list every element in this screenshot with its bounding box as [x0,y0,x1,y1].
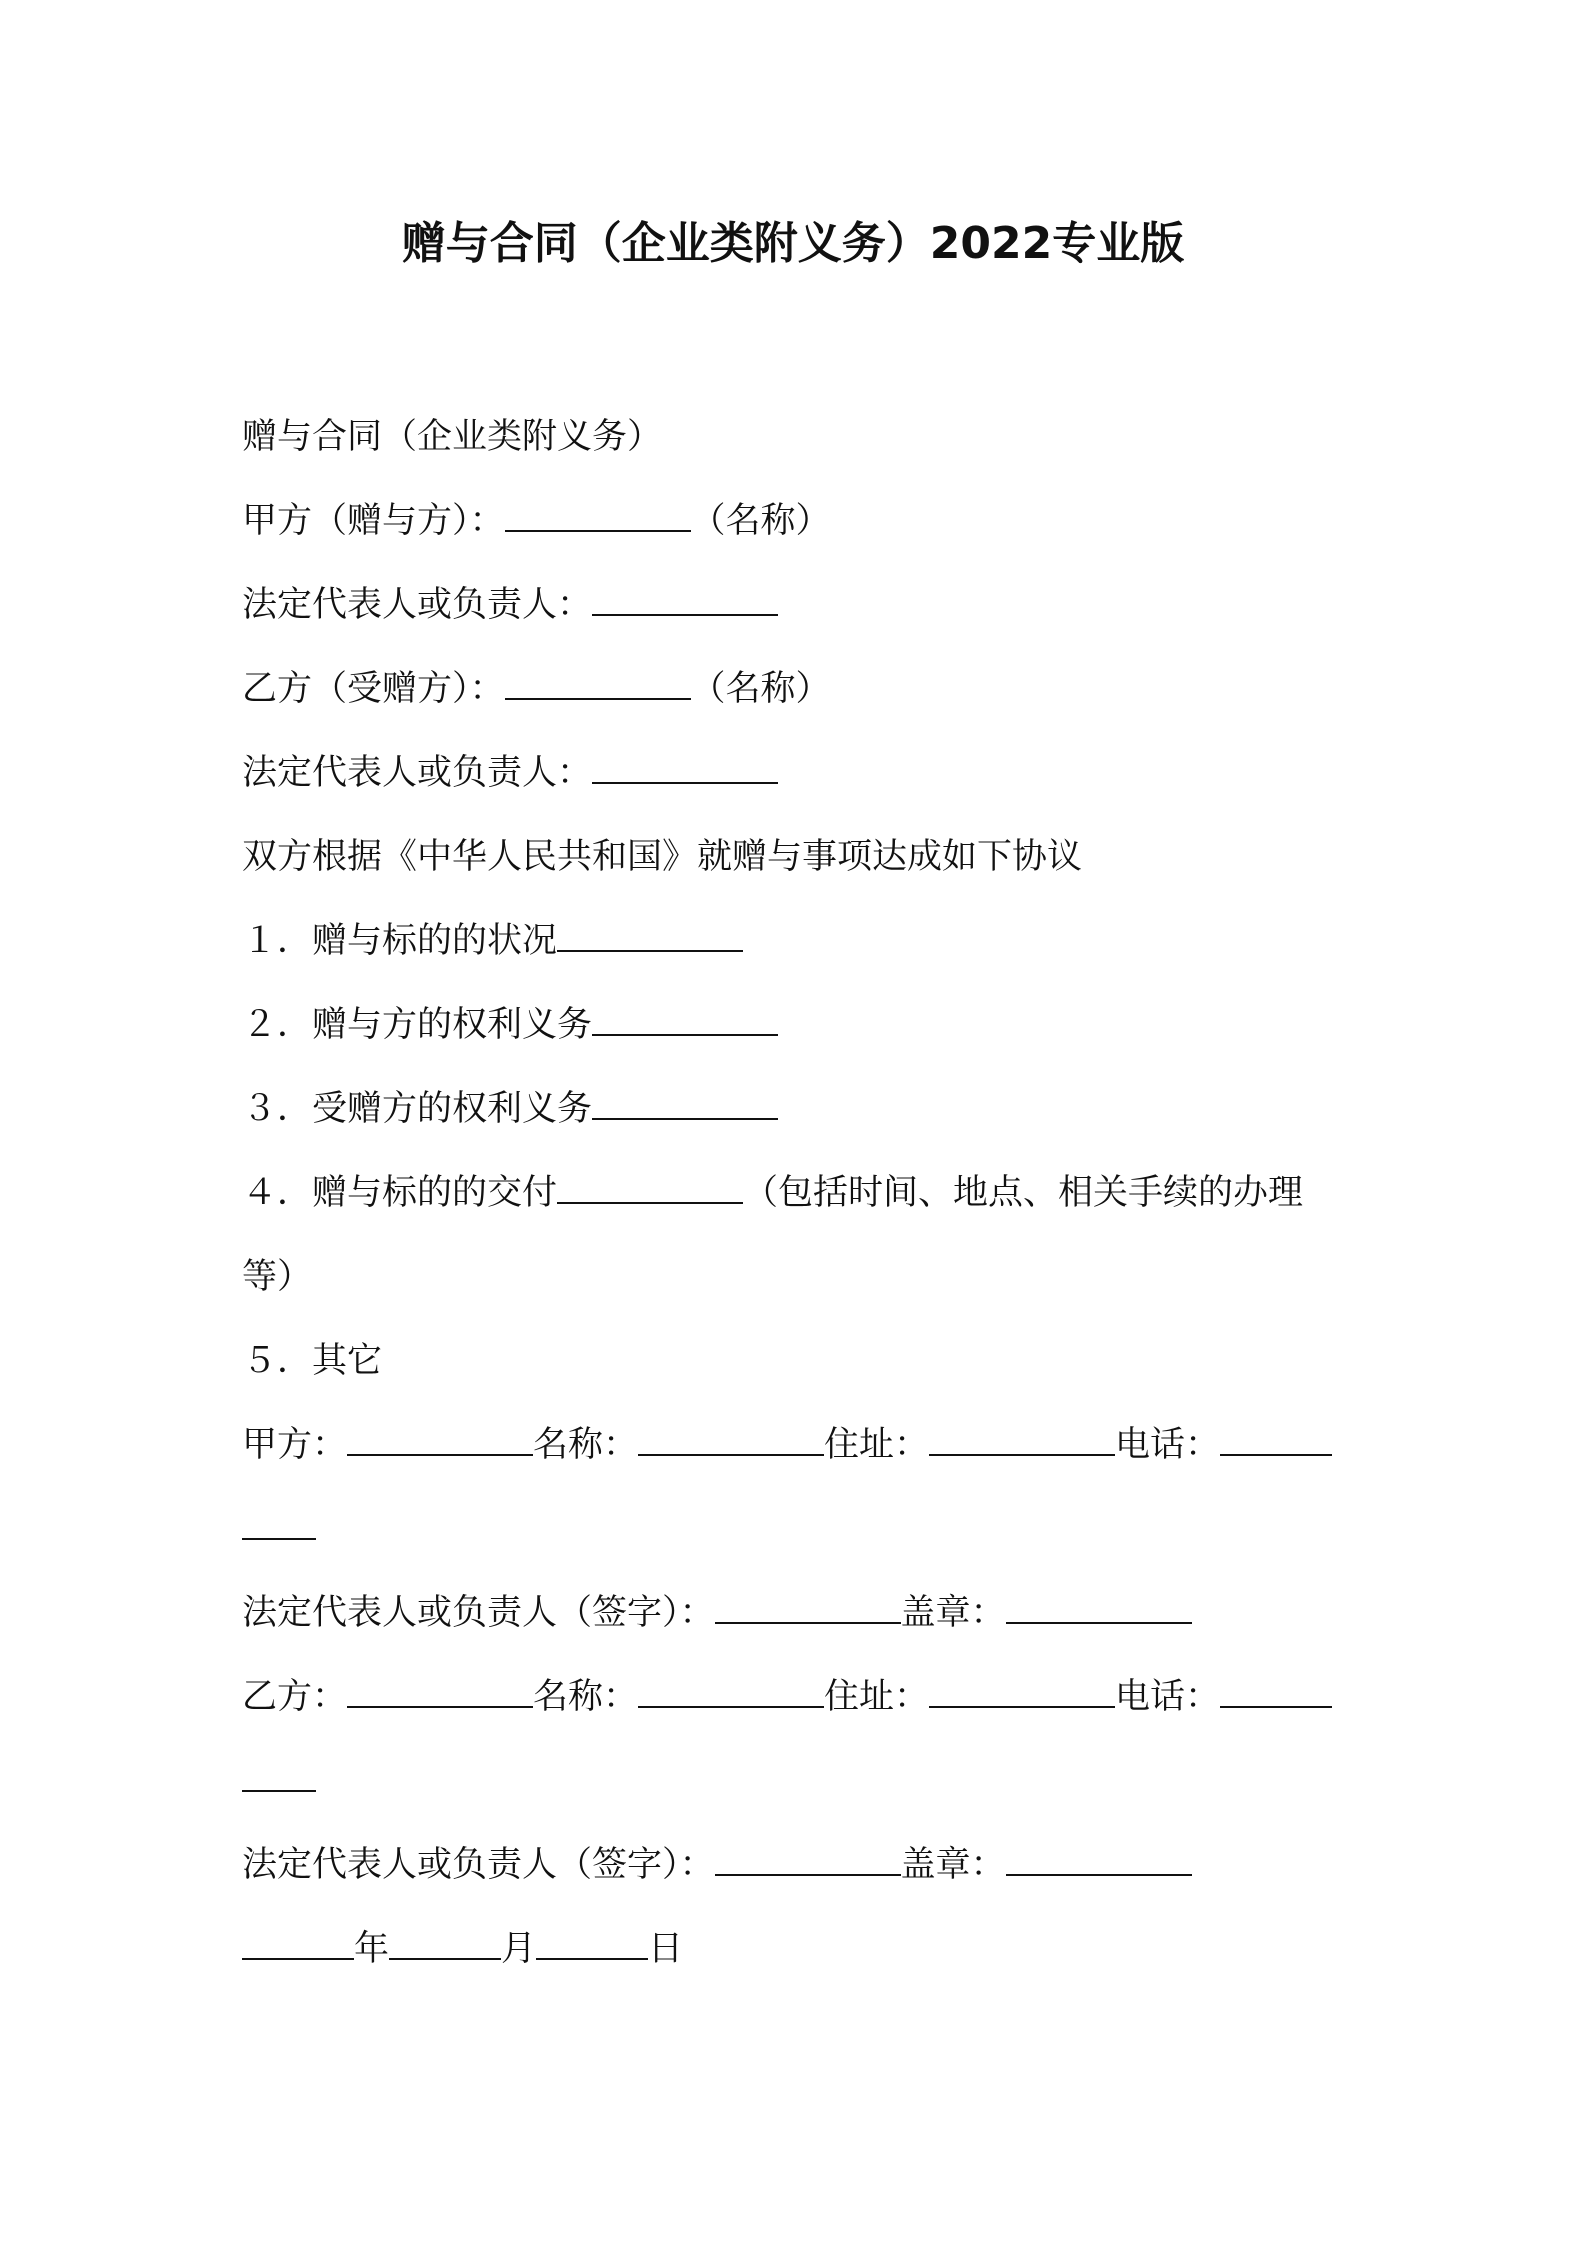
party-b-label: 乙方（受赠方）： [242,669,505,709]
sign-a-rep-label: 法定代表人或负责人（签字）： [242,1593,715,1633]
party-a-blank [505,496,691,532]
date-year-label: 年 [354,1929,390,1969]
clause-3 [242,1084,778,1134]
sign-b-seal-label: 盖章： [900,1845,1006,1885]
clause-4 [242,1168,1303,1218]
sign-b-party-label: 乙方： [242,1677,348,1717]
party-a-rep-line [242,580,778,630]
date-year-blank [242,1924,354,1960]
sign-a-phone-blank [1220,1420,1332,1456]
document-title: 赠与合同（企业类附义务）2022专业版 [401,218,1185,269]
party-b-line [242,664,831,714]
document-subtitle: 赠与合同（企业类附义务） [242,417,663,457]
sign-a-rep-line [242,1588,1192,1638]
sign-b-phone-blank-continued [242,1756,316,1792]
sign-a-phone-label: 电话： [1115,1425,1221,1465]
sign-a-seal-label: 盖章： [900,1593,1006,1633]
party-a-label: 甲方（赠与方）： [242,501,505,541]
sign-a-line [242,1420,1332,1470]
sign-b-seal-blank [1006,1840,1192,1876]
clause-1 [242,916,743,966]
sign-a-rep-blank [715,1588,901,1624]
sign-a-party-blank [347,1420,533,1456]
date-day-blank [536,1924,648,1960]
party-b-blank [505,664,691,700]
date-month-blank [389,1924,501,1960]
clause-2-blank [592,1000,778,1036]
party-a-rep-label: 法定代表人或负责人： [242,585,593,625]
sign-b-address-label: 住址： [824,1677,930,1717]
clause-4-blank [557,1168,743,1204]
sign-b-phone-blank [1220,1672,1332,1708]
sign-a-address-label: 住址： [824,1425,930,1465]
date-line [242,1924,683,1974]
party-a-suffix: （名称） [690,501,831,541]
clause-5: ５．其它 [242,1341,383,1381]
sign-b-name-label: 名称： [533,1677,639,1717]
party-b-rep-line [242,748,778,798]
clause-4-text: ４．赠与标的的交付 [242,1173,558,1213]
sign-a-address-blank [929,1420,1115,1456]
sign-b-line [242,1672,1332,1722]
date-day-label: 日 [648,1929,684,1969]
clause-3-blank [592,1084,778,1120]
sign-a-name-blank [638,1420,824,1456]
sign-a-phone-blank-continued [242,1504,316,1540]
sign-b-phone-continuation [242,1756,316,1806]
party-a-line [242,496,831,546]
party-a-rep-blank [592,580,778,616]
sign-a-party-label: 甲方： [242,1425,348,1465]
party-b-rep-blank [592,748,778,784]
party-b-suffix: （名称） [690,669,831,709]
sign-b-rep-line [242,1840,1192,1890]
sign-b-party-blank [347,1672,533,1708]
clause-3-text: ３．受赠方的权利义务 [242,1089,593,1129]
clause-1-text: １．赠与标的的状况 [242,921,558,961]
sign-b-phone-label: 电话： [1115,1677,1221,1717]
clause-4-suffix: （包括时间、地点、相关手续的办理 [743,1173,1304,1213]
sign-a-seal-blank [1006,1588,1192,1624]
sign-b-rep-blank [715,1840,901,1876]
sign-b-address-blank [929,1672,1115,1708]
clause-2-text: ２．赠与方的权利义务 [242,1005,593,1045]
date-month-label: 月 [501,1929,537,1969]
clause-2 [242,1000,778,1050]
party-b-rep-label: 法定代表人或负责人： [242,753,593,793]
sign-a-phone-continuation [242,1504,316,1554]
sign-a-name-label: 名称： [533,1425,639,1465]
clause-1-blank [557,916,743,952]
clause-4-continuation: 等） [242,1257,313,1297]
sign-b-rep-label: 法定代表人或负责人（签字）： [242,1845,715,1885]
sign-b-name-blank [638,1672,824,1708]
intro-paragraph: 双方根据《中华人民共和国》就赠与事项达成如下协议 [242,837,1083,877]
